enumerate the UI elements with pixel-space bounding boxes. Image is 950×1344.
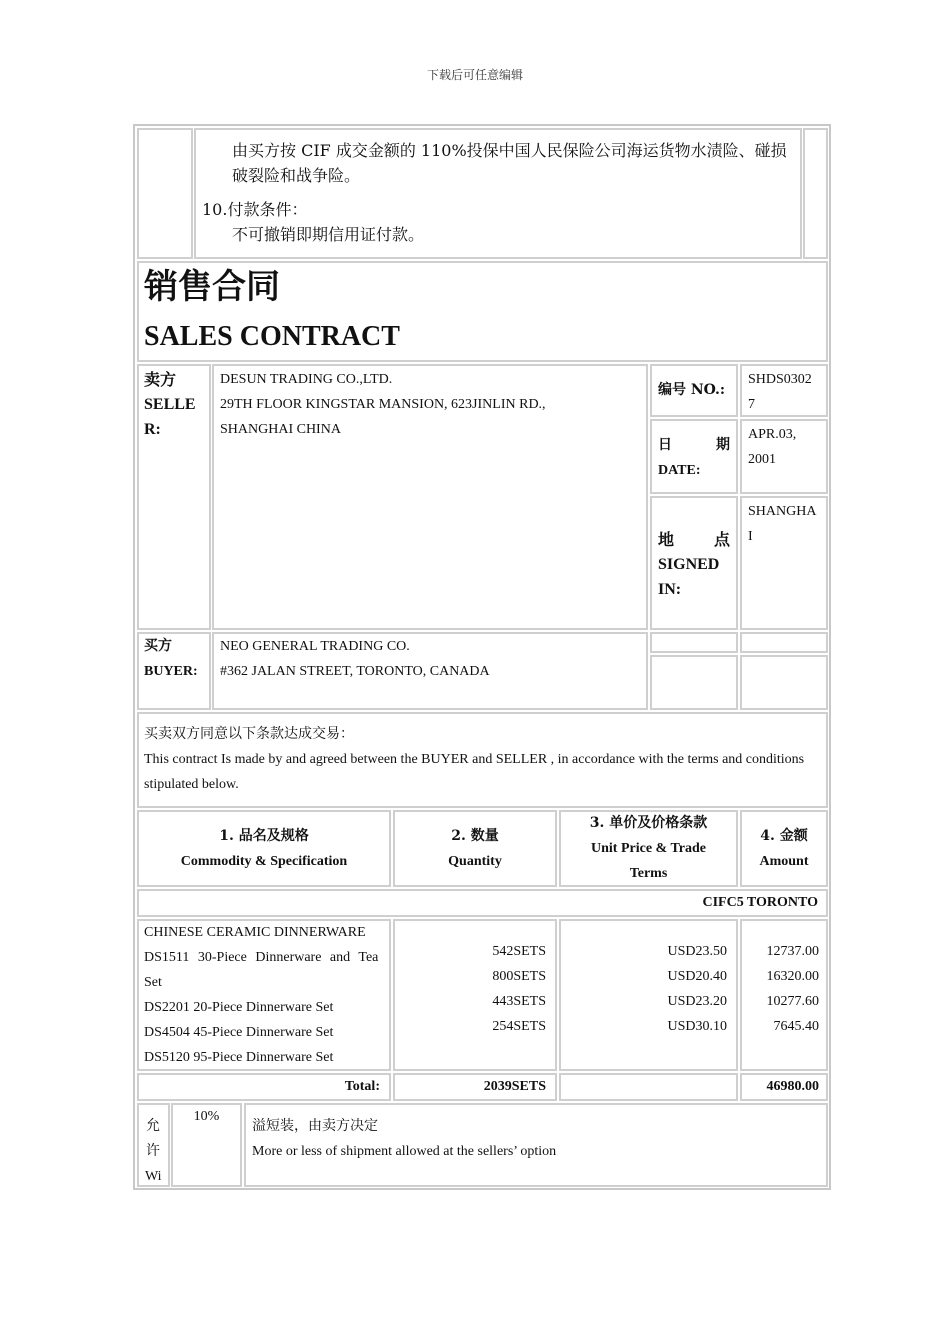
title-chinese: 销售合同	[144, 267, 280, 307]
agreement-cn: 买卖双方同意以下条款达成交易：	[144, 726, 354, 742]
qty-row4: 254SETS	[492, 1019, 546, 1034]
payment-terms-text: 不可撤销即期信用证付款。	[232, 225, 425, 244]
clause-left-cell	[137, 128, 193, 259]
date-value-1: APR.03,	[748, 427, 797, 442]
col1-header-cn: 1. 品名及规格	[219, 828, 309, 844]
col3-header-en-1: Unit Price & Trade	[591, 841, 706, 856]
title-english: SALES CONTRACT	[144, 321, 400, 352]
price-row1: USD23.50	[667, 944, 727, 959]
agreement-en-2: stipulated below.	[144, 777, 239, 792]
insurance-text-line1: 由买方按 CIF 成交金额的 110%投保中国人民保险公司海运货物水渍险、碰损	[232, 141, 787, 160]
signed-in-label-en-1: SIGNED	[658, 556, 720, 573]
col3-header-en-2: Terms	[629, 866, 668, 881]
qty-row3: 443SETS	[492, 994, 546, 1009]
price-row2: USD20.40	[667, 969, 727, 984]
agreement-en-1: This contract Is made by and agreed between the BUYER and SELLER , in accordance with the terms and conditions	[144, 752, 805, 767]
signed-in-label-en-2: IN:	[658, 581, 682, 598]
date-label-en: DATE:	[658, 463, 701, 478]
amount-row2: 16320.00	[766, 969, 819, 984]
buyer-empty-cell-3	[650, 655, 738, 710]
signed-in-value-2: I	[748, 529, 753, 544]
price-term: CIFC5 TORONTO	[702, 895, 818, 910]
payment-terms-title: 10.付款条件：	[202, 200, 308, 219]
seller-name: DESUN TRADING CO.,LTD.	[220, 372, 393, 387]
seller-label-en-2: R:	[144, 421, 161, 438]
buyer-address: #362 JALAN STREET, TORONTO, CANADA	[220, 664, 490, 679]
spec-row4: DS5120 95-Piece Dinnerware Set	[144, 1050, 334, 1065]
tolerance-percent: 10%	[193, 1109, 220, 1124]
buyer-empty-cell-1	[650, 632, 738, 653]
buyer-empty-cell-4	[740, 655, 828, 710]
contract-no-label: 编号 NO.:	[658, 382, 726, 398]
spec-row1-line2: Set	[144, 975, 162, 990]
contract-no-value-1: SHDS0302	[748, 372, 812, 387]
col2-header-en: Quantity	[448, 854, 502, 869]
amount-row1: 12737.00	[766, 944, 819, 959]
date-label-cn-1: 日	[658, 437, 672, 453]
tolerance-label-3: Wi	[145, 1169, 162, 1184]
commodity-title: CHINESE CERAMIC DINNERWARE	[144, 925, 366, 940]
buyer-name: NEO GENERAL TRADING CO.	[220, 639, 410, 654]
seller-label-cn: 卖方	[144, 370, 177, 389]
qty-row2: 800SETS	[492, 969, 546, 984]
amount-row3: 10277.60	[766, 994, 819, 1009]
total-qty: 2039SETS	[483, 1079, 546, 1094]
col2-header-cn: 2. 数量	[451, 828, 499, 844]
contract-no-value-2: 7	[748, 397, 755, 412]
col1-header-en: Commodity & Specification	[180, 854, 348, 869]
qty-row1: 542SETS	[492, 944, 546, 959]
col4-header-en: Amount	[759, 854, 809, 869]
total-label: Total:	[344, 1079, 380, 1094]
spec-row1-text: DS1511 30-Piece Dinnerware and Tea	[144, 950, 379, 965]
download-note: 下载后可任意编辑	[426, 68, 523, 82]
seller-address-1: 29TH FLOOR KINGSTAR MANSION, 623JINLIN RD.,	[220, 397, 546, 412]
tolerance-label-2: 许	[146, 1143, 160, 1159]
signed-in-label-cn-2: 点	[714, 530, 731, 549]
clause-right-cell	[803, 128, 828, 259]
seller-label-en-1: SELLE	[144, 396, 196, 413]
buyer-label-en: BUYER:	[144, 664, 198, 679]
insurance-text-line2: 破裂险和战争险。	[232, 166, 361, 185]
spec-row1-line1	[144, 945, 380, 970]
amount-row4: 7645.40	[773, 1019, 819, 1034]
tolerance-text-en: More or less of shipment allowed at the sellers’ option	[252, 1144, 557, 1159]
price-row3: USD23.20	[667, 994, 727, 1009]
col4-header-cn: 4. 金额	[760, 828, 808, 844]
seller-address-2: SHANGHAI CHINA	[220, 422, 341, 437]
signed-in-label-cn-1: 地	[658, 530, 675, 549]
col3-header-cn: 3. 单价及价格条款	[589, 815, 708, 831]
spec-row3: DS4504 45-Piece Dinnerware Set	[144, 1025, 334, 1040]
total-price-cell	[559, 1073, 738, 1101]
signed-in-value-1: SHANGHA	[748, 504, 817, 519]
buyer-label-cn: 买方	[144, 638, 172, 654]
date-label-cn-2: 期	[716, 437, 730, 453]
tolerance-label-1: 允	[146, 1118, 160, 1134]
tolerance-text-cn: 溢短装，由卖方决定	[252, 1118, 378, 1134]
total-amount: 46980.00	[766, 1079, 819, 1094]
spec-row2: DS2201 20-Piece Dinnerware Set	[144, 1000, 334, 1015]
price-row4: USD30.10	[667, 1019, 727, 1034]
date-value-2: 2001	[748, 452, 776, 467]
buyer-empty-cell-2	[740, 632, 828, 653]
